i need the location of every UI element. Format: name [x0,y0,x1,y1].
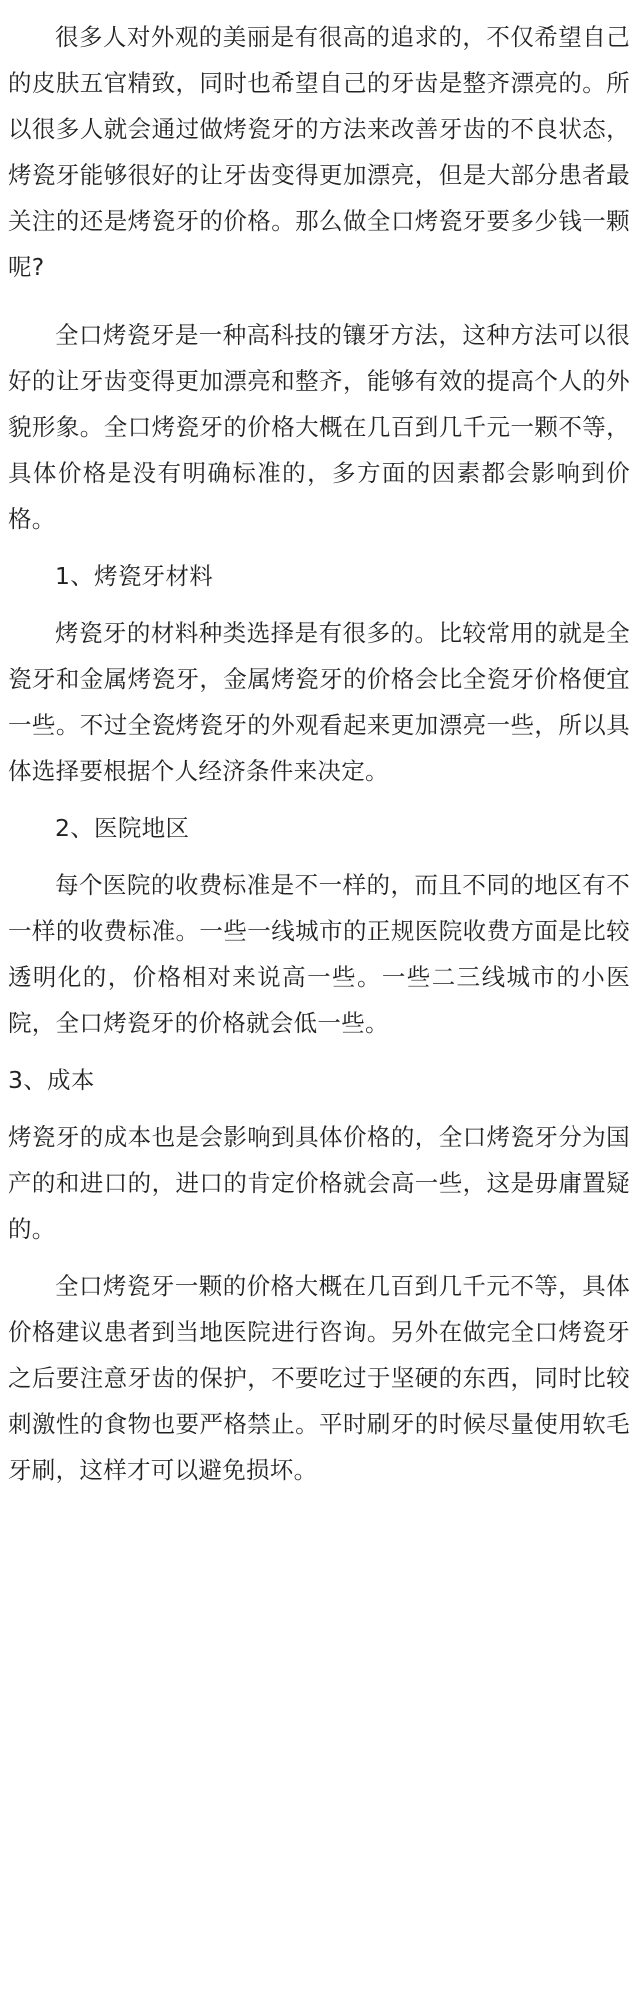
section-heading-cost: 3、成本 [8,1066,95,1094]
hospital-region-paragraph: 每个医院的收费标准是不一样的，而且不同的地区有不一样的收费标准。一些一线城市的正规医院收费方面是比较透明化的，价格相对来说高一些。一些二三线城市的小医院，全口烤瓷牙的价格就会低一些。 [8,871,630,1037]
material-paragraph: 烤瓷牙的材料种类选择是有很多的。比较常用的就是全瓷牙和金属烤瓷牙，金属烤瓷牙的价格会比全瓷牙价格便宜一些。不过全瓷烤瓷牙的外观看起来更加漂亮一些，所以具体选择要根据个人经济条件来决定。 [8,619,630,785]
conclusion-paragraph: 全口烤瓷牙一颗的价格大概在几百到几千元不等，具体价格建议患者到当地医院进行咨询。另外在做完全口烤瓷牙之后要注意牙齿的保护，不要吃过于坚硬的东西，同时比较刺激性的食物也要严格禁止。平时刷牙的时候尽量使用软毛牙刷，这样才可以避免损坏。 [8,1272,630,1484]
intro-paragraph: 很多人对外观的美丽是有很高的追求的，不仅希望自己的皮肤五官精致，同时也希望自己的牙齿是整齐漂亮的。所以很多人就会通过做烤瓷牙的方法来改善牙齿的不良状态，烤瓷牙能够很好的让牙齿变得更加漂亮，但是大部分患者最关注的还是烤瓷牙的价格。那么做全口烤瓷牙要多少钱一颗呢? [8,23,630,281]
cost-paragraph: 烤瓷牙的成本也是会影响到具体价格的，全口烤瓷牙分为国产的和进口的，进口的肯定价格就会高一些，这是毋庸置疑的。 [8,1123,630,1243]
section-heading-material: 1、烤瓷牙材料 [55,562,214,590]
section-heading-hospital-region: 2、医院地区 [55,814,190,842]
overview-paragraph: 全口烤瓷牙是一种高科技的镶牙方法，这种方法可以很好的让牙齿变得更加漂亮和整齐，能够有效的提高个人的外貌形象。全口烤瓷牙的价格大概在几百到几千元一颗不等，具体价格是没有明确标准的，多方面的因素都会影响到价格。 [8,321,630,533]
